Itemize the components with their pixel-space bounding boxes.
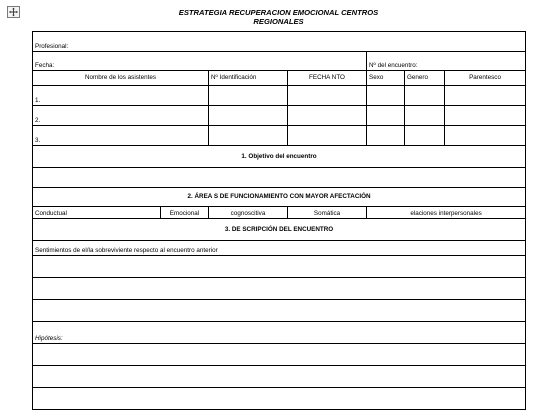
area-relaciones[interactable]: elaciones interpersonales — [367, 207, 526, 219]
identificacion-cell[interactable] — [209, 106, 288, 126]
area-somatica[interactable]: Somática — [288, 207, 367, 219]
genero-cell[interactable] — [405, 126, 445, 146]
asistente-name-cell[interactable] — [33, 126, 209, 146]
hipotesis-label: Hipótesis: — [33, 322, 526, 344]
table-row — [33, 126, 526, 146]
encuentro-label: Nº del encuentro: — [369, 62, 418, 69]
sentimientos-label: Sentimientos de el/la sobreviviente respecto al encuentro anterior — [33, 241, 526, 256]
column-header-identificacion: Nº Identificación — [209, 71, 288, 86]
hipotesis-line[interactable] — [33, 344, 526, 366]
identificacion-cell[interactable] — [209, 126, 288, 146]
sexo-cell[interactable] — [367, 106, 405, 126]
profesional-label: Profesional: — [35, 43, 69, 50]
area-emocional[interactable]: Emocional — [161, 207, 209, 219]
fecha-field[interactable] — [33, 52, 367, 71]
parentesco-cell[interactable] — [445, 86, 526, 106]
identificacion-cell[interactable] — [209, 86, 288, 106]
area-conductual[interactable]: Conductual — [33, 207, 161, 219]
area-cognoscitiva[interactable]: cognoscitiva — [209, 207, 288, 219]
sentimientos-line[interactable] — [33, 300, 526, 322]
section3-title: 3. DE SCRIPCIÓN DEL ENCUENTRO — [33, 219, 526, 241]
asistente-name-cell[interactable] — [33, 106, 209, 126]
registration-form-table — [32, 31, 526, 410]
asistente-name-cell[interactable] — [33, 86, 209, 106]
parentesco-cell[interactable] — [445, 126, 526, 146]
sexo-cell[interactable] — [367, 86, 405, 106]
genero-cell[interactable] — [405, 106, 445, 126]
objetivo-field[interactable] — [33, 168, 526, 188]
table-row — [33, 106, 526, 126]
hipotesis-line[interactable] — [33, 366, 526, 388]
encuentro-field[interactable] — [367, 52, 526, 71]
table-move-handle-icon[interactable] — [7, 6, 20, 18]
sentimientos-line[interactable] — [33, 278, 526, 300]
fecha-label: Fecha: — [35, 62, 55, 69]
fecha-nto-cell[interactable] — [288, 86, 367, 106]
column-header-parentesco: Parentesco — [445, 71, 526, 86]
column-header-sexo: Sexo — [367, 71, 405, 86]
column-header-fecha-nto: FECHA NTO — [288, 71, 367, 86]
genero-cell[interactable] — [405, 86, 445, 106]
column-header-genero: Genero — [405, 71, 445, 86]
row-number: 3. — [35, 137, 41, 144]
parentesco-cell[interactable] — [445, 106, 526, 126]
column-header-asistentes: Nombre de los asistentes — [33, 71, 209, 86]
section1-title: 1. Objetivo del encuentro — [33, 146, 526, 168]
section2-title: 2. ÁREA S DE FUNCIONAMIENTO CON MAYOR AFECTACIÓN — [33, 188, 526, 207]
fecha-nto-cell[interactable] — [288, 126, 367, 146]
fecha-nto-cell[interactable] — [288, 106, 367, 126]
document-title-line1: ESTRATEGIA RECUPERACION EMOCIONAL CENTROS — [178, 8, 379, 17]
hipotesis-line[interactable] — [33, 388, 526, 410]
row-number: 1. — [35, 97, 41, 104]
sentimientos-line[interactable] — [33, 256, 526, 278]
table-row — [33, 86, 526, 106]
profesional-field[interactable] — [33, 32, 526, 52]
row-number: 2. — [35, 117, 41, 124]
sexo-cell[interactable] — [367, 126, 405, 146]
document-title-line2: REGIONALES — [253, 17, 304, 26]
